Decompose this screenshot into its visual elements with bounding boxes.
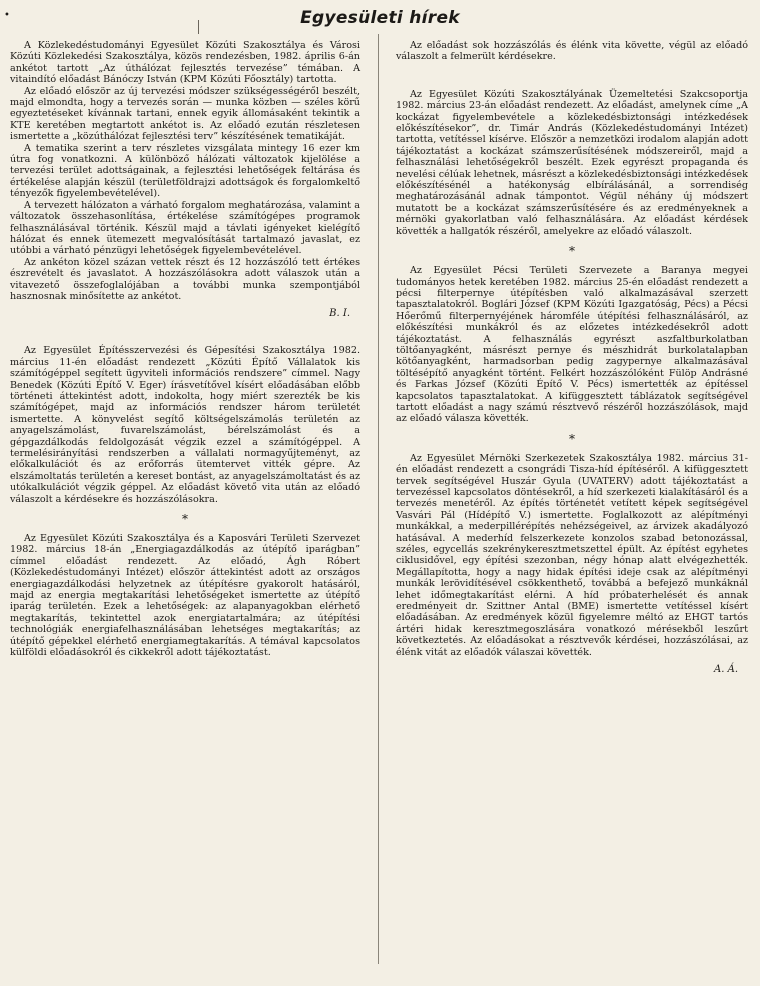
article-energiagazdalkodas xyxy=(10,533,360,658)
paragraph: Az Egyesület Közúti Szakosztálya és a Kaposvári Területi Szervezet 1982. március 18-án „Energiagazdálkodás az útépítő iparágban” címmel előadást rendezett. Az előadó, Ágh Róbert (Közlekedéstudományi Intézet) először áttekintést adott az országos energiagazdálkodási helyzetnek az útépítésre gyakorolt hatásáról, majd az energia megtakarítási lehetőségeket ismertette az útépítő iparág területén. Ezek a lehetőségek: az alapanyagokban elérhető megtakarítás, tekintettel azok energiatartalmára; az útépítési technológiák energiafelhasználásában lehetséges megtakarítás; az útépítő gépekkel elérhető energiamegtakarítás. A témával kapcsolatos külföldi előadásokról és cikkekről adott tájékoztatást. xyxy=(10,533,360,659)
left-column xyxy=(10,40,360,659)
paragraph: Az Egyesület Közúti Szakosztályának Üzemeltetési Szakcsoportja 1982. március 23-án előadást rendezett. Az előadást, amelynek címe „A kockázat figyelembevétele a közlekedésbiztonsági intézkedések előkészítésekor”, dr. Timár András (Közlekedéstudományi Intézet) tartotta, vetítéssel kísérve. Először a nemzetközi irodalom alapján adott tájékoztatást a kockázat számszerűsítésének módszereiről, majd a felhasználási lehetőségekről beszélt. Ezek egyrészt propaganda és nevelési célúak lehetnek, másrészt a közlekedésbiztonsági intézkedések előkészítésénél a hatékonyság elbírálásánál, a sorrendiség meghatározásánál adnak támpontot. Végül néhány új módszert mutatott be a kockázat számszerűsítésére és az eredményeknek a mérnöki gyakorlatban való felhasználására. Az előadást kérdések követték a hallgatók részéről, amelyekre az előadó válaszolt. xyxy=(396,88,748,237)
paragraph: Az Egyesület Pécsi Területi Szervezete a Baranya megyei tudományos hetek keretében 1982. március 25-én előadást rendezett a pécsi filterpernye útépítésben való alkalmazásával szerzett tapasztalatokról. Boglári József (KPM Közúti Igazgatóság, Pécs) a Pécsi Hőerőmű filterpernyéjének háromféle útépítési felhasználásáról, az előkészítési munkákról és az előzetes intézkedésekről adott tájékoztatást. A felhasználás egyrészt aszfaltburkolatban töltőanyagként, másrészt pernye és mészhidrát burkolatalapban kötőanyagként, harmadsorban pedig zagypernye alkalmazásával töltésépítő anyagként történt. Felkért hozzászólóként Fülöp Andrásné és Farkas József (Közúti Építő V. Pécs) ismertették az építéssel kapcsolatos tapasztalatokat. A kifüggesztett táblázatok segítségével tartott előadást a nagy számú résztvevő részéről hozzászólások, majd az előadó válasza követték. xyxy=(396,265,748,425)
page-title: Egyesületi hírek xyxy=(300,8,460,28)
section-separator: * xyxy=(569,244,575,259)
paragraph: Az Egyesület Építésszervezési és Gépesítési Szakosztálya 1982. március 11-én előadást rendezett „Közúti Építő Vállalatok kis számítógéppel segített ügyviteli információs rendszere” címmel. Nagy Benedek (Közúti Építő V. Eger) írásvetítővel kísért előadásában előbb történeti áttekintést adott, indokolta, hogy miért szerezték be kis számítógépet, majd az információs rendszer három területét ismertette. A könyvelést segítő költségelszámolás területén az anyagelszámolást, fuvarelszámolást, bérelszámolást és a gépgazdálkodás feldolgozását végzik ezzel a számítógéppel. A termelésirányítási rendszerben a vállalati normagyűjteményt, az előkalkulációt és az erőforrás ütemtervet vitték gépre. Az elszámoltatás területén a kereset bontást, az anyagelszámoltatást és az utókalkulációt végzik géppel. Az előadást követő vita után az előadó válaszolt a kérdésekre és hozzászólásokra. xyxy=(10,345,360,505)
paragraph: A Közlekedéstudományi Egyesület Közúti Szakosztálya és Városi Közúti Közlekedési Szakosztálya, közös rendezésben, 1982. április 6-án ankétot tartott „Az úthálózat fejlesztés tervezése” témában. A vitaindító előadást Bánóczy István (KPM Közúti Főosztály) tartotta. xyxy=(10,40,360,86)
paragraph: A tematika szerint a terv részletes vizsgálata mintegy 16 ezer km útra fog vonatkozni. A különböző hálózati változatok kijelölése a tervezési terület adottságainak, a fejlesztési lehetőségek feltárása és értékelése alapján készül (területföldrajzi adottságok és forgalomkeltő tényezők figyelembevételével). xyxy=(10,142,360,200)
paragraph: Az előadó először az új tervezési módszer szükségességéről beszélt, majd elmondta, hogy a tervezés során — munka közben — széles körű egyeztetéseket kívánnak tartani, ennek egyik állomásaként tekintik a KTE keretében megtartott ankétot is. Az előadó ezután részletesen ismertette a „közúthálózat fejlesztési terv” készítésének tematikáját. xyxy=(10,85,360,143)
paragraph: A tervezett hálózaton a várható forgalom meghatározása, valamint a változatok összehasonlítása, értékelése számítógépes programok felhasználásával történik. Készül majd a távlati igényeket kielégítő hálózat és ennek ütemezett megvalósítását tartalmazó javaslat, ez utóbbi a várható pénzügyi lehetőségek figyelembevételével. xyxy=(10,199,360,257)
paragraph: Az Egyesület Mérnöki Szerkezetek Szakosztálya 1982. március 31-én előadást rendezett a csongrádi Tisza-híd építéséről. A kifüggesztett tervek segítségével Huszár Gyula (UVATERV) adott tájékoztatást a tervezéssel kapcsolatos döntésekről, a híd szerkezeti kialakításáról és a tervezés menetéről. Az építés történetét vetített képek segítségével Vasvári Pál (Hídépítő V.) ismertette. Foglalkozott az alépítményi munkákkal, a mederpillérépítés nehézségeivel, az árvizek akadályozó hatásával. A mederhíd felszerkezete konzolos szabad betonozással, széles, egycellás szekrénykeresztmetszettel épült. Az építést egyhetes ciklusidővel, egy építési szezonban, négy hónap alatt elvégezhették. Megállapította, hogy a nagy hidak építési ideje csak az alépítményi munkák lerövidítésével csökkenthető, továbbá a befejező munkáknál lehet időmegtakarítást elérni. A híd próbaterhelését és annak eredményeit dr. Szittner Antal (BME) ismertette vetítéssel kísért előadásában. Az eredmények közül figyelemre méltó az EHGT tartós ártéri hidak keresztmegoszlására vonatkozó mérésekből leszűrt következtetés. Az előadásokat a résztvevők kérdései, hozzászólásai, az élénk vitát az előadók válaszai követték. xyxy=(396,452,748,658)
article-kockazat xyxy=(396,89,748,237)
article-epitesszervezes xyxy=(10,345,360,505)
margin-mark: • xyxy=(4,10,10,21)
column-rule xyxy=(378,34,379,964)
section-separator: * xyxy=(182,512,188,527)
paragraph: Az előadást sok hozzászólás és élénk vita követte, végül az előadó válaszolt a felmerült kérdésekre. xyxy=(396,40,748,63)
article-energiagazdalkodas-continued xyxy=(396,40,748,63)
article-tisza-hid xyxy=(396,453,748,675)
section-separator: * xyxy=(569,431,575,446)
author-signature: A. Á. xyxy=(714,664,738,676)
article-filterpernye xyxy=(396,265,748,425)
article-ankét-uthalozat xyxy=(10,40,360,319)
paragraph: Az ankéton közel százan vettek részt és 12 hozzászóló tett értékes észrevételt és javaslatot. A hozzászólásokra adott válaszok után a vitavezető összefoglalójában a további munka szempontjából hasznosnak minősítette az ankétot. xyxy=(10,256,360,302)
author-signature: B. I. xyxy=(329,308,350,320)
right-column xyxy=(396,40,748,675)
